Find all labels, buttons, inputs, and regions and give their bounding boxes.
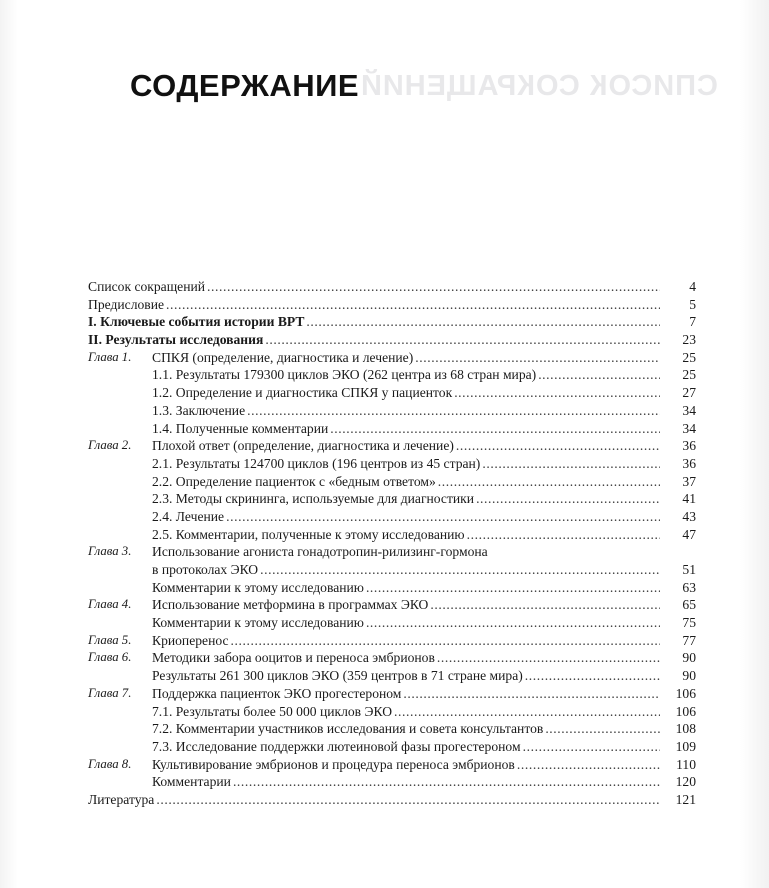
chapter-label: Глава 5. [88, 632, 132, 647]
leader-dots [467, 526, 660, 544]
toc-entry[interactable] [88, 667, 696, 685]
toc-page-number: 65 [682, 597, 696, 613]
toc-entry[interactable] [88, 756, 696, 774]
toc-entry-text: 7.1. Результаты более 50 000 циклов ЭКО [152, 703, 393, 719]
toc-entry-text: II. Результаты исследования [88, 332, 264, 348]
toc-entry-text: Поддержка пациенток ЭКО прогестероном [152, 685, 402, 701]
leader-dots [233, 773, 660, 791]
toc-page-number: 41 [682, 491, 696, 507]
toc-page-number: 7 [689, 314, 696, 330]
toc-entry-text: Плохой ответ (определение, диагностика и лечение) [152, 438, 454, 454]
toc-entry-text: Результаты 261 300 циклов ЭКО (359 центров в 71 стране мира) [152, 668, 523, 684]
leader-dots [523, 738, 660, 756]
leader-dots [437, 649, 660, 667]
toc-page-number: 109 [675, 738, 696, 754]
toc-entry[interactable] [88, 596, 696, 614]
toc-entry[interactable] [88, 773, 696, 791]
toc-page-number: 36 [682, 455, 696, 471]
toc-entry[interactable] [88, 508, 696, 526]
toc-entry-text: 2.2. Определение пациенток с «бедным ответом» [152, 473, 436, 489]
toc-entry-text: Предисловие [88, 296, 165, 312]
leader-dots [415, 349, 660, 367]
leader-dots [260, 561, 660, 579]
toc-page-number: 27 [682, 385, 696, 401]
toc-entry-text: Криоперенос [152, 632, 229, 648]
toc-entry[interactable] [88, 437, 696, 455]
leader-dots [545, 720, 660, 738]
chapter-label: Глава 1. [88, 349, 132, 364]
chapter-label: Глава 2. [88, 438, 132, 453]
toc-entry[interactable] [88, 278, 696, 296]
toc-entry-text: Комментарии [152, 774, 231, 790]
leader-dots [525, 667, 660, 685]
toc-page-number: 36 [682, 438, 696, 454]
toc-entry-text: 2.4. Лечение [152, 508, 225, 524]
toc-entry[interactable] [88, 366, 696, 384]
toc-page-number: 120 [675, 774, 696, 790]
toc-page-number: 106 [675, 703, 696, 719]
toc-entry-text: Использование агониста гонадотропин-рилизинг-гормона [152, 544, 488, 560]
toc-entry[interactable] [88, 313, 696, 331]
toc-page-number: 121 [675, 791, 696, 807]
toc-page-number: 77 [682, 632, 696, 648]
toc-entry[interactable] [88, 738, 696, 756]
toc-entry-text: Список сокращений [88, 279, 206, 294]
toc-entry[interactable] [88, 543, 696, 561]
toc-page-number: 5 [689, 296, 696, 312]
toc-entry-text: 1.4. Полученные комментарии [152, 420, 329, 436]
leader-dots [306, 313, 660, 331]
leader-dots [394, 703, 660, 721]
toc-entry-text: в протоколах ЭКО [152, 562, 259, 577]
toc-entry-text: Комментарии к этому исследованию [152, 615, 364, 631]
toc-entry-text: 1.2. Определение и диагностика СПКЯ у пациенток [152, 385, 453, 401]
toc-page-number: 43 [682, 508, 696, 524]
toc-entry[interactable] [88, 473, 696, 491]
toc-page-number: 51 [682, 562, 696, 577]
toc-entry-text: Методики забора ооцитов и переноса эмбрионов [152, 650, 435, 666]
leader-dots [330, 420, 660, 438]
toc-entry-text: Литература [88, 791, 155, 807]
toc-entry-text: I. Ключевые события истории ВРТ [88, 314, 305, 330]
toc-entry-text: Культивирование эмбрионов и процедура переноса эмбрионов [152, 756, 515, 772]
toc-entry[interactable] [88, 526, 696, 544]
toc-entry-text: 7.2. Комментарии участников исследования и совета консультантов [152, 721, 544, 737]
leader-dots [247, 402, 660, 420]
toc-entry[interactable] [88, 649, 696, 667]
toc-entry[interactable] [88, 561, 696, 579]
page-title: СОДЕРЖАНИЕ [130, 68, 360, 103]
chapter-label: Глава 6. [88, 650, 132, 665]
toc-entry-text: 1.1. Результаты 179300 циклов ЭКО (262 центра из 68 стран мира) [152, 367, 537, 383]
leader-dots [366, 579, 660, 597]
toc-entry[interactable] [88, 703, 696, 721]
toc-page-number: 63 [682, 579, 696, 595]
toc-entry[interactable] [88, 791, 696, 809]
toc-page-number: 25 [682, 367, 696, 383]
chapter-label: Глава 4. [88, 597, 132, 612]
toc-entry-text: 7.3. Исследование поддержки лютеиновой фазы прогестероном [152, 738, 521, 754]
leader-dots [207, 278, 660, 296]
toc-entry[interactable] [88, 384, 696, 402]
toc-entry[interactable] [88, 402, 696, 420]
toc-entry-text: СПКЯ (определение, диагностика и лечение) [152, 349, 414, 365]
toc-entry[interactable] [88, 614, 696, 632]
toc-entry[interactable] [88, 632, 696, 650]
toc-entry[interactable] [88, 685, 696, 703]
toc-entry[interactable] [88, 720, 696, 738]
toc-entry[interactable] [88, 455, 696, 473]
toc-page-number: 90 [682, 650, 696, 666]
chapter-label: Глава 8. [88, 756, 132, 771]
toc-page-number: 108 [675, 721, 696, 737]
leader-dots [438, 473, 660, 491]
toc-entry[interactable] [88, 420, 696, 438]
bleed-through-text: СПИСОК СОКРАЩЕНИЙ [360, 70, 718, 102]
toc-page-number: 37 [682, 473, 696, 489]
leader-dots [231, 632, 660, 650]
chapter-label: Глава 7. [88, 685, 132, 700]
toc-page-number: 110 [676, 756, 696, 772]
leader-dots [226, 508, 660, 526]
toc-page-number: 34 [682, 420, 696, 436]
leader-dots [476, 490, 660, 508]
table-of-contents [88, 278, 696, 809]
leader-dots [482, 455, 660, 473]
toc-page-number: 4 [689, 279, 696, 294]
chapter-label: Глава 3. [88, 544, 132, 559]
leader-dots [517, 756, 660, 774]
leader-dots [456, 437, 660, 455]
toc-page-number: 23 [682, 332, 696, 348]
toc-page-number: 47 [682, 526, 696, 542]
leader-dots [430, 596, 660, 614]
toc-entry[interactable] [88, 331, 696, 349]
leader-dots [403, 685, 660, 703]
leader-dots [454, 384, 660, 402]
toc-entry-text: Комментарии к этому исследованию [152, 579, 364, 595]
toc-entry-text: Использование метформина в программах ЭКО [152, 597, 429, 613]
toc-page-number: 90 [682, 668, 696, 684]
toc-entry-text: 2.3. Методы скрининга, используемые для диагностики [152, 491, 475, 507]
toc-page-number: 75 [682, 615, 696, 631]
leader-dots [366, 614, 660, 632]
toc-entry[interactable] [88, 349, 696, 367]
toc-page-number: 34 [682, 402, 696, 418]
toc-entry[interactable] [88, 490, 696, 508]
toc-entry-text: 2.5. Комментарии, полученные к этому исследованию [152, 526, 465, 542]
toc-entry[interactable] [88, 579, 696, 597]
toc-entry-text: 1.3. Заключение [152, 402, 246, 418]
leader-dots [538, 366, 660, 384]
leader-dots [156, 791, 660, 809]
toc-entry-text: 2.1. Результаты 124700 циклов (196 центров из 45 стран) [152, 455, 481, 471]
toc-entry[interactable] [88, 296, 696, 314]
toc-page-number: 106 [675, 685, 696, 701]
leader-dots [166, 296, 660, 314]
toc-page-number: 25 [682, 349, 696, 365]
leader-dots [265, 331, 660, 349]
